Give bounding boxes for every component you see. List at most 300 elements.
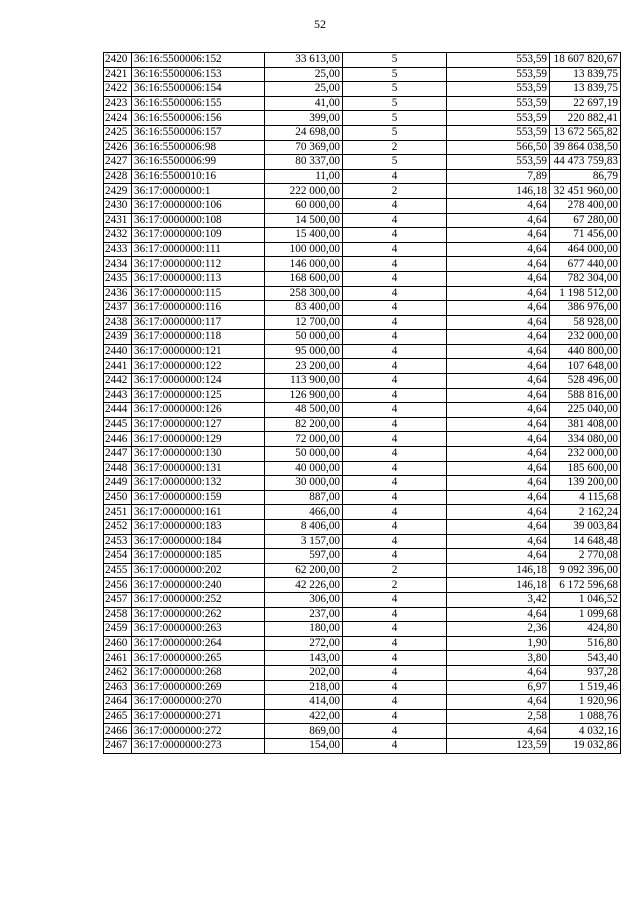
rate-cell: 4,64 xyxy=(447,403,550,418)
value-cell: 6 172 596,68 xyxy=(550,578,621,593)
cadastral-number-cell: 36:17:0000000:115 xyxy=(132,286,265,301)
area-cell: 11,00 xyxy=(265,169,343,184)
value-cell: 4 115,68 xyxy=(550,490,621,505)
category-cell: 5 xyxy=(343,111,447,126)
cadastral-number-cell: 36:17:0000000:118 xyxy=(132,330,265,345)
area-cell: 237,00 xyxy=(265,607,343,622)
category-cell: 4 xyxy=(343,622,447,637)
rate-cell: 566,50 xyxy=(447,140,550,155)
area-cell: 306,00 xyxy=(265,592,343,607)
category-cell: 4 xyxy=(343,665,447,680)
cadastral-number-cell: 36:17:0000000:129 xyxy=(132,432,265,447)
value-cell: 39 864 038,50 xyxy=(550,140,621,155)
rate-cell: 4,64 xyxy=(447,374,550,389)
area-cell: 80 337,00 xyxy=(265,155,343,170)
category-cell: 2 xyxy=(343,563,447,578)
row-number-cell: 2442 xyxy=(104,374,132,389)
row-number-cell: 2423 xyxy=(104,96,132,111)
rate-cell: 146,18 xyxy=(447,578,550,593)
area-cell: 3 157,00 xyxy=(265,534,343,549)
value-cell: 86,79 xyxy=(550,169,621,184)
table-row xyxy=(104,505,621,520)
value-cell: 516,80 xyxy=(550,636,621,651)
table-body xyxy=(104,53,621,754)
area-cell: 70 369,00 xyxy=(265,140,343,155)
value-cell: 107 648,00 xyxy=(550,359,621,374)
row-number-cell: 2422 xyxy=(104,82,132,97)
cadastral-number-cell: 36:17:0000000:122 xyxy=(132,359,265,374)
row-number-cell: 2464 xyxy=(104,695,132,710)
row-number-cell: 2433 xyxy=(104,242,132,257)
rate-cell: 4,64 xyxy=(447,301,550,316)
value-cell: 528 496,00 xyxy=(550,374,621,389)
row-number-cell: 2438 xyxy=(104,315,132,330)
rate-cell: 4,64 xyxy=(447,476,550,491)
row-number-cell: 2430 xyxy=(104,198,132,213)
value-cell: 1 099,68 xyxy=(550,607,621,622)
cadastral-number-cell: 36:17:0000000:268 xyxy=(132,665,265,680)
category-cell: 5 xyxy=(343,67,447,82)
category-cell: 4 xyxy=(343,680,447,695)
value-cell: 14 648,48 xyxy=(550,534,621,549)
cadastral-number-cell: 36:17:0000000:184 xyxy=(132,534,265,549)
area-cell: 126 900,00 xyxy=(265,388,343,403)
table-row xyxy=(104,125,621,140)
value-cell: 13 672 565,82 xyxy=(550,125,621,140)
category-cell: 4 xyxy=(343,709,447,724)
table-row xyxy=(104,111,621,126)
table-row xyxy=(104,432,621,447)
rate-cell: 553,59 xyxy=(447,125,550,140)
row-number-cell: 2461 xyxy=(104,651,132,666)
area-cell: 50 000,00 xyxy=(265,447,343,462)
area-cell: 95 000,00 xyxy=(265,344,343,359)
area-cell: 40 000,00 xyxy=(265,461,343,476)
category-cell: 5 xyxy=(343,53,447,68)
rate-cell: 4,64 xyxy=(447,417,550,432)
rate-cell: 4,64 xyxy=(447,520,550,535)
value-cell: 22 697,19 xyxy=(550,96,621,111)
table-row xyxy=(104,242,621,257)
table-row xyxy=(104,286,621,301)
cadastral-number-cell: 36:17:0000000:202 xyxy=(132,563,265,578)
rate-cell: 4,64 xyxy=(447,505,550,520)
area-cell: 180,00 xyxy=(265,622,343,637)
cadastral-number-cell: 36:17:0000000:252 xyxy=(132,592,265,607)
cadastral-number-cell: 36:16:5500006:155 xyxy=(132,96,265,111)
cadastral-number-cell: 36:17:0000000:161 xyxy=(132,505,265,520)
cadastral-number-cell: 36:17:0000000:183 xyxy=(132,520,265,535)
row-number-cell: 2449 xyxy=(104,476,132,491)
area-cell: 272,00 xyxy=(265,636,343,651)
table-row xyxy=(104,578,621,593)
table-row xyxy=(104,315,621,330)
category-cell: 4 xyxy=(343,330,447,345)
area-cell: 597,00 xyxy=(265,549,343,564)
table-row xyxy=(104,53,621,68)
category-cell: 4 xyxy=(343,169,447,184)
cadastral-number-cell: 36:17:0000000:130 xyxy=(132,447,265,462)
cadastral-number-cell: 36:17:0000000:132 xyxy=(132,476,265,491)
category-cell: 5 xyxy=(343,96,447,111)
cadastral-number-cell: 36:17:0000000:127 xyxy=(132,417,265,432)
rate-cell: 553,59 xyxy=(447,155,550,170)
row-number-cell: 2445 xyxy=(104,417,132,432)
value-cell: 18 607 820,67 xyxy=(550,53,621,68)
cadastral-number-cell: 36:17:0000000:124 xyxy=(132,374,265,389)
cadastral-number-cell: 36:17:0000000:108 xyxy=(132,213,265,228)
row-number-cell: 2446 xyxy=(104,432,132,447)
row-number-cell: 2428 xyxy=(104,169,132,184)
area-cell: 50 000,00 xyxy=(265,330,343,345)
table-row xyxy=(104,520,621,535)
rate-cell: 4,64 xyxy=(447,388,550,403)
cadastral-number-cell: 36:17:0000000:273 xyxy=(132,738,265,753)
value-cell: 67 280,00 xyxy=(550,213,621,228)
rate-cell: 146,18 xyxy=(447,563,550,578)
value-cell: 937,28 xyxy=(550,665,621,680)
value-cell: 1 046,52 xyxy=(550,592,621,607)
rate-cell: 553,59 xyxy=(447,53,550,68)
row-number-cell: 2447 xyxy=(104,447,132,462)
row-number-cell: 2466 xyxy=(104,724,132,739)
category-cell: 4 xyxy=(343,286,447,301)
category-cell: 4 xyxy=(343,534,447,549)
category-cell: 4 xyxy=(343,607,447,622)
area-cell: 8 406,00 xyxy=(265,520,343,535)
area-cell: 222 000,00 xyxy=(265,184,343,199)
category-cell: 2 xyxy=(343,184,447,199)
rate-cell: 553,59 xyxy=(447,67,550,82)
category-cell: 5 xyxy=(343,125,447,140)
table-row xyxy=(104,169,621,184)
category-cell: 4 xyxy=(343,301,447,316)
value-cell: 71 456,00 xyxy=(550,228,621,243)
rate-cell: 4,64 xyxy=(447,549,550,564)
rate-cell: 4,64 xyxy=(447,432,550,447)
rate-cell: 4,64 xyxy=(447,271,550,286)
value-cell: 58 928,00 xyxy=(550,315,621,330)
row-number-cell: 2425 xyxy=(104,125,132,140)
cadastral-number-cell: 36:17:0000000:270 xyxy=(132,695,265,710)
area-cell: 869,00 xyxy=(265,724,343,739)
value-cell: 32 451 960,00 xyxy=(550,184,621,199)
category-cell: 4 xyxy=(343,213,447,228)
value-cell: 13 839,75 xyxy=(550,67,621,82)
value-cell: 543,40 xyxy=(550,651,621,666)
category-cell: 4 xyxy=(343,432,447,447)
area-cell: 25,00 xyxy=(265,67,343,82)
category-cell: 4 xyxy=(343,359,447,374)
area-cell: 62 200,00 xyxy=(265,563,343,578)
table-row xyxy=(104,359,621,374)
area-cell: 48 500,00 xyxy=(265,403,343,418)
rate-cell: 553,59 xyxy=(447,82,550,97)
area-cell: 12 700,00 xyxy=(265,315,343,330)
row-number-cell: 2424 xyxy=(104,111,132,126)
cadastral-number-cell: 36:17:0000000:113 xyxy=(132,271,265,286)
table-row xyxy=(104,607,621,622)
value-cell: 1 198 512,00 xyxy=(550,286,621,301)
cadastral-number-cell: 36:17:0000000:106 xyxy=(132,198,265,213)
value-cell: 1 920,96 xyxy=(550,695,621,710)
category-cell: 4 xyxy=(343,403,447,418)
category-cell: 4 xyxy=(343,476,447,491)
value-cell: 2 770,08 xyxy=(550,549,621,564)
value-cell: 139 200,00 xyxy=(550,476,621,491)
row-number-cell: 2429 xyxy=(104,184,132,199)
value-cell: 782 304,00 xyxy=(550,271,621,286)
row-number-cell: 2467 xyxy=(104,738,132,753)
cadastral-number-cell: 36:16:5500006:154 xyxy=(132,82,265,97)
cadastral-number-cell: 36:17:0000000:109 xyxy=(132,228,265,243)
category-cell: 4 xyxy=(343,461,447,476)
area-cell: 399,00 xyxy=(265,111,343,126)
rate-cell: 4,64 xyxy=(447,198,550,213)
rate-cell: 4,64 xyxy=(447,228,550,243)
rate-cell: 4,64 xyxy=(447,461,550,476)
cadastral-number-cell: 36:16:5500006:153 xyxy=(132,67,265,82)
area-cell: 258 300,00 xyxy=(265,286,343,301)
cadastral-number-cell: 36:17:0000000:265 xyxy=(132,651,265,666)
row-number-cell: 2465 xyxy=(104,709,132,724)
category-cell: 4 xyxy=(343,257,447,272)
category-cell: 5 xyxy=(343,155,447,170)
cadastral-number-cell: 36:17:0000000:185 xyxy=(132,549,265,564)
table-row xyxy=(104,665,621,680)
area-cell: 42 226,00 xyxy=(265,578,343,593)
row-number-cell: 2436 xyxy=(104,286,132,301)
rate-cell: 4,64 xyxy=(447,344,550,359)
cadastral-number-cell: 36:17:0000000:116 xyxy=(132,301,265,316)
category-cell: 4 xyxy=(343,198,447,213)
category-cell: 4 xyxy=(343,520,447,535)
area-cell: 30 000,00 xyxy=(265,476,343,491)
table-row xyxy=(104,82,621,97)
page-number: 52 xyxy=(314,17,326,31)
row-number-cell: 2455 xyxy=(104,563,132,578)
value-cell: 464 000,00 xyxy=(550,242,621,257)
rate-cell: 2,36 xyxy=(447,622,550,637)
area-cell: 60 000,00 xyxy=(265,198,343,213)
value-cell: 386 976,00 xyxy=(550,301,621,316)
cadastral-number-cell: 36:17:0000000:125 xyxy=(132,388,265,403)
area-cell: 25,00 xyxy=(265,82,343,97)
value-cell: 13 839,75 xyxy=(550,82,621,97)
value-cell: 2 162,24 xyxy=(550,505,621,520)
value-cell: 9 092 396,00 xyxy=(550,563,621,578)
table-row xyxy=(104,534,621,549)
area-cell: 23 200,00 xyxy=(265,359,343,374)
table-row xyxy=(104,592,621,607)
area-cell: 887,00 xyxy=(265,490,343,505)
row-number-cell: 2444 xyxy=(104,403,132,418)
area-cell: 143,00 xyxy=(265,651,343,666)
rate-cell: 4,64 xyxy=(447,257,550,272)
category-cell: 4 xyxy=(343,505,447,520)
cadastral-number-cell: 36:16:5500010:16 xyxy=(132,169,265,184)
value-cell: 232 000,00 xyxy=(550,447,621,462)
category-cell: 4 xyxy=(343,724,447,739)
table-row xyxy=(104,636,621,651)
table-row xyxy=(104,490,621,505)
category-cell: 4 xyxy=(343,417,447,432)
rate-cell: 4,64 xyxy=(447,242,550,257)
area-cell: 168 600,00 xyxy=(265,271,343,286)
table-row xyxy=(104,344,621,359)
value-cell: 4 032,16 xyxy=(550,724,621,739)
cadastral-number-cell: 36:17:0000000:117 xyxy=(132,315,265,330)
rate-cell: 4,64 xyxy=(447,665,550,680)
table-row xyxy=(104,213,621,228)
category-cell: 4 xyxy=(343,636,447,651)
value-cell: 1 519,46 xyxy=(550,680,621,695)
category-cell: 4 xyxy=(343,651,447,666)
rate-cell: 4,64 xyxy=(447,315,550,330)
rate-cell: 4,64 xyxy=(447,447,550,462)
row-number-cell: 2435 xyxy=(104,271,132,286)
area-cell: 218,00 xyxy=(265,680,343,695)
table-row xyxy=(104,374,621,389)
value-cell: 19 032,86 xyxy=(550,738,621,753)
cadastral-number-cell: 36:16:5500006:156 xyxy=(132,111,265,126)
rate-cell: 4,64 xyxy=(447,695,550,710)
cadastral-number-cell: 36:17:0000000:272 xyxy=(132,724,265,739)
rate-cell: 3,42 xyxy=(447,592,550,607)
category-cell: 4 xyxy=(343,315,447,330)
row-number-cell: 2452 xyxy=(104,520,132,535)
table-row xyxy=(104,724,621,739)
table-row xyxy=(104,738,621,753)
area-cell: 146 000,00 xyxy=(265,257,343,272)
area-cell: 100 000,00 xyxy=(265,242,343,257)
row-number-cell: 2450 xyxy=(104,490,132,505)
value-cell: 225 040,00 xyxy=(550,403,621,418)
cadastral-number-cell: 36:17:0000000:240 xyxy=(132,578,265,593)
table-row xyxy=(104,330,621,345)
cadastral-number-cell: 36:17:0000000:1 xyxy=(132,184,265,199)
area-cell: 15 400,00 xyxy=(265,228,343,243)
table-row xyxy=(104,257,621,272)
table-row xyxy=(104,140,621,155)
value-cell: 220 882,41 xyxy=(550,111,621,126)
row-number-cell: 2437 xyxy=(104,301,132,316)
cadastral-number-cell: 36:17:0000000:264 xyxy=(132,636,265,651)
row-number-cell: 2453 xyxy=(104,534,132,549)
rate-cell: 1,90 xyxy=(447,636,550,651)
row-number-cell: 2431 xyxy=(104,213,132,228)
category-cell: 4 xyxy=(343,242,447,257)
row-number-cell: 2440 xyxy=(104,344,132,359)
area-cell: 414,00 xyxy=(265,695,343,710)
table-row xyxy=(104,563,621,578)
table-row xyxy=(104,301,621,316)
table-row xyxy=(104,622,621,637)
row-number-cell: 2458 xyxy=(104,607,132,622)
rate-cell: 4,64 xyxy=(447,213,550,228)
value-cell: 1 088,76 xyxy=(550,709,621,724)
cadastral-number-cell: 36:16:5500006:98 xyxy=(132,140,265,155)
row-number-cell: 2421 xyxy=(104,67,132,82)
value-cell: 39 003,84 xyxy=(550,520,621,535)
value-cell: 278 400,00 xyxy=(550,198,621,213)
rate-cell: 553,59 xyxy=(447,111,550,126)
row-number-cell: 2426 xyxy=(104,140,132,155)
rate-cell: 7,89 xyxy=(447,169,550,184)
rate-cell: 146,18 xyxy=(447,184,550,199)
area-cell: 422,00 xyxy=(265,709,343,724)
row-number-cell: 2451 xyxy=(104,505,132,520)
cadastral-number-cell: 36:17:0000000:263 xyxy=(132,622,265,637)
table-row xyxy=(104,388,621,403)
table-row xyxy=(104,476,621,491)
rate-cell: 123,59 xyxy=(447,738,550,753)
cadastral-number-cell: 36:17:0000000:112 xyxy=(132,257,265,272)
table-row xyxy=(104,96,621,111)
row-number-cell: 2462 xyxy=(104,665,132,680)
cadastral-number-cell: 36:16:5500006:99 xyxy=(132,155,265,170)
value-cell: 381 408,00 xyxy=(550,417,621,432)
rate-cell: 4,64 xyxy=(447,607,550,622)
row-number-cell: 2454 xyxy=(104,549,132,564)
area-cell: 82 200,00 xyxy=(265,417,343,432)
category-cell: 4 xyxy=(343,447,447,462)
cadastral-number-cell: 36:17:0000000:271 xyxy=(132,709,265,724)
value-cell: 677 440,00 xyxy=(550,257,621,272)
cadastral-number-cell: 36:16:5500006:157 xyxy=(132,125,265,140)
row-number-cell: 2457 xyxy=(104,592,132,607)
row-number-cell: 2427 xyxy=(104,155,132,170)
category-cell: 4 xyxy=(343,344,447,359)
category-cell: 2 xyxy=(343,578,447,593)
cadastral-number-cell: 36:16:5500006:152 xyxy=(132,53,265,68)
table-row xyxy=(104,695,621,710)
table-row xyxy=(104,549,621,564)
category-cell: 5 xyxy=(343,82,447,97)
table-row xyxy=(104,461,621,476)
rate-cell: 4,64 xyxy=(447,490,550,505)
area-cell: 24 698,00 xyxy=(265,125,343,140)
table-row xyxy=(104,198,621,213)
rate-cell: 553,59 xyxy=(447,96,550,111)
rate-cell: 4,64 xyxy=(447,330,550,345)
row-number-cell: 2439 xyxy=(104,330,132,345)
value-cell: 424,80 xyxy=(550,622,621,637)
area-cell: 466,00 xyxy=(265,505,343,520)
table-row xyxy=(104,228,621,243)
category-cell: 4 xyxy=(343,695,447,710)
category-cell: 4 xyxy=(343,271,447,286)
table-row xyxy=(104,184,621,199)
category-cell: 4 xyxy=(343,490,447,505)
area-cell: 83 400,00 xyxy=(265,301,343,316)
category-cell: 4 xyxy=(343,228,447,243)
table-row xyxy=(104,271,621,286)
value-cell: 185 600,00 xyxy=(550,461,621,476)
table-row xyxy=(104,155,621,170)
table-row xyxy=(104,447,621,462)
cadastral-number-cell: 36:17:0000000:262 xyxy=(132,607,265,622)
area-cell: 41,00 xyxy=(265,96,343,111)
value-cell: 440 800,00 xyxy=(550,344,621,359)
area-cell: 72 000,00 xyxy=(265,432,343,447)
area-cell: 14 500,00 xyxy=(265,213,343,228)
area-cell: 154,00 xyxy=(265,738,343,753)
table-row xyxy=(104,651,621,666)
cadastral-number-cell: 36:17:0000000:121 xyxy=(132,344,265,359)
table-row xyxy=(104,417,621,432)
row-number-cell: 2434 xyxy=(104,257,132,272)
